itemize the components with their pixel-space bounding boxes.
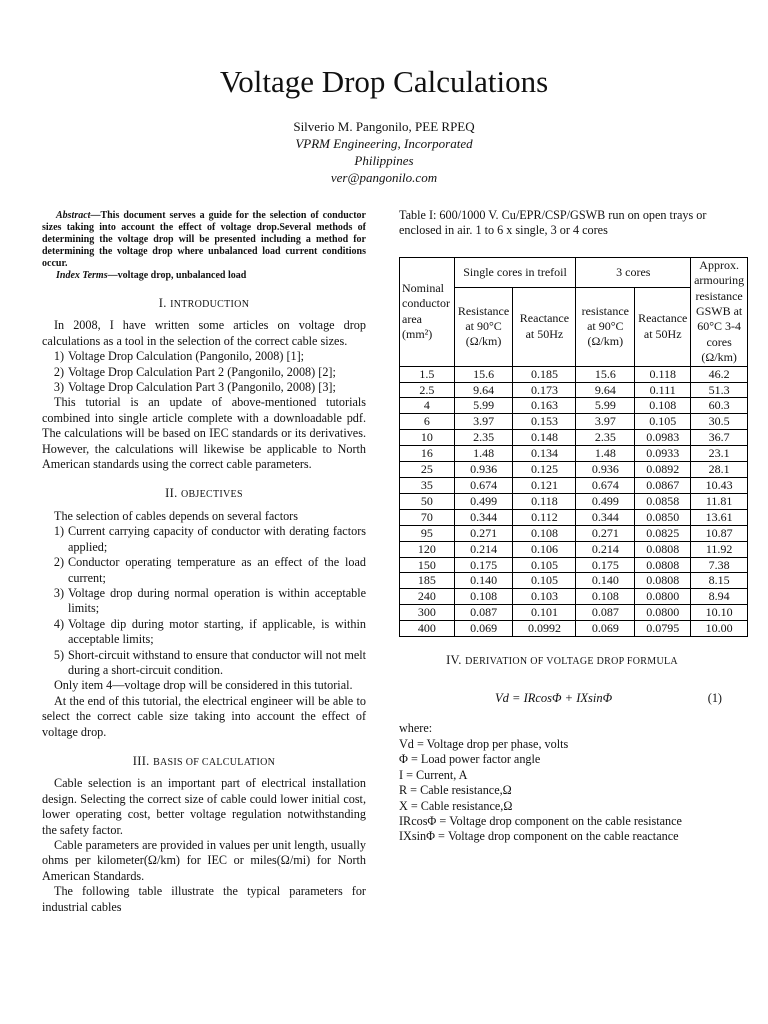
list-item: 1) Current carrying capacity of conductor with derating factors applied; [53,524,366,554]
table-cell: 2.35 [576,430,635,446]
table-cell: 0.0867 [635,478,691,494]
table-cell: 10.43 [691,478,748,494]
table-cell: 50 [400,493,455,509]
left-column [42,208,366,915]
table-row [400,557,748,573]
where-label: where: [399,721,433,736]
table-cell: 10.00 [691,621,748,637]
table-cell: 0.118 [635,366,691,382]
table-cell: 0.0850 [635,509,691,525]
table-cell: 0.101 [513,605,576,621]
table-cell: 60.3 [691,398,748,414]
table-cell: 0.175 [454,557,513,573]
table-cell: 0.0800 [635,605,691,621]
where-item: Vd = Voltage drop per phase, volts [399,736,569,751]
table-row [400,430,748,446]
abstract-text: —This document serves a guide for the selection of conductor sizes taking into account the effect of voltage drop.Several methods of determining the voltage drop will be presented including a method for determining the voltage drop where unbalanced load current conditions occur. [42,210,366,269]
table-cell: 36.7 [691,430,748,446]
paragraph: In 2008, I have written some articles on voltage drop calculations as a tool in the selection of the correct cable sizes. [42,318,366,348]
author-block [0,118,768,186]
equation-expression: Vd = IRcosΦ + IXsinΦ [495,691,613,706]
author-name: Silverio M. Pangonilo, PEE RPEQ [293,119,475,134]
table-cell: 0.105 [513,573,576,589]
table-cell: 1.5 [400,366,455,382]
list-item: 2) Conductor operating temperature as an effect of the load current; [53,555,366,585]
table-cell: 2.35 [454,430,513,446]
affiliation: VPRM Engineering, Incorporated [295,136,473,151]
table-cell: 0.344 [576,509,635,525]
table-row [400,589,748,605]
index-terms [42,270,366,282]
table-cell: 0.271 [576,525,635,541]
table-cell: 1.48 [454,446,513,462]
reference-list [42,349,366,395]
header-reactance-single: Reactance at 50Hz [513,287,576,366]
table-cell: 0.087 [576,605,635,621]
table-cell: 0.108 [454,589,513,605]
table-cell: 0.163 [513,398,576,414]
table-cell: 0.214 [454,541,513,557]
section-heading-introduction: I. INTRODUCTION [158,296,250,310]
index-terms-text: —voltage drop, unbalanced load [107,270,247,281]
table-cell: 0.499 [576,493,635,509]
index-terms-label: Index Terms [56,270,108,281]
table-cell: 0.111 [635,382,691,398]
equation [399,691,725,721]
header-resistance-three: resistance at 90°C (Ω/km) [576,287,635,366]
table-cell: 30.5 [691,414,748,430]
where-item: I = Current, A [399,767,468,782]
table-cell: 0.0808 [635,541,691,557]
table-cell: 0.499 [454,493,513,509]
table-cell: 5.99 [454,398,513,414]
list-item: 2) Voltage Drop Calculation Part 2 (Pangonilo, 2008) [2]; [53,364,336,379]
table-cell: 185 [400,573,455,589]
paragraph: The selection of cables depends on several factors [54,508,298,523]
email: ver@pangonilo.com [330,170,438,185]
table-cell: 8.15 [691,573,748,589]
country: Philippines [354,153,414,168]
equation-number: (1) [707,691,722,706]
table-row [400,414,748,430]
table-cell: 0.069 [576,621,635,637]
paragraph: Only item 4—voltage drop will be considered in this tutorial. [54,678,353,693]
table-caption: Table I: 600/1000 V. Cu/EPR/CSP/GSWB run on open trays or enclosed in air. 1 to 6 x single, 3 or 4 cores [399,208,707,238]
table-row [400,541,748,557]
paragraph: The following table illustrate the typical parameters for industrial cables [42,884,366,914]
cable-parameters-table [399,257,748,637]
table-cell: 0.173 [513,382,576,398]
list-item: 3) Voltage drop during normal operation is within acceptable limits; [53,585,366,616]
section-heading-objectives: II. OBJECTIVES [165,486,243,501]
table-cell: 15.6 [576,366,635,382]
table-cell: 2.5 [400,382,455,398]
table-cell: 6 [400,414,455,430]
header-nominal: Nominal conductor area (mm²) [400,257,455,366]
table-cell: 70 [400,509,455,525]
table-cell: 0.118 [513,493,576,509]
where-list [399,721,725,844]
table-cell: 150 [400,557,455,573]
list-item: 4) Voltage dip during motor starting, if applicable, is within acceptable limits; [53,616,366,647]
where-item: Φ = Load power factor angle [399,752,541,767]
table-cell: 0.674 [576,478,635,494]
table-cell: 11.92 [691,541,748,557]
table-cell: 0.148 [513,430,576,446]
table-row [400,478,748,494]
paragraph: Cable parameters are provided in values per unit length, usually ohms per kilometer(Ω/km) for IEC or miles(Ω/mi) for North American Standards. [42,838,366,883]
table-cell: 95 [400,525,455,541]
table-row [400,525,748,541]
where-item: R = Cable resistance,Ω [399,783,512,798]
table-cell: 51.3 [691,382,748,398]
table-row [400,366,748,382]
table-cell: 400 [400,621,455,637]
table-cell: 0.140 [454,573,513,589]
table-cell: 25 [400,462,455,478]
abstract [42,210,366,270]
paragraph: At the end of this tutorial, the electrical engineer will be able to select the correct cable size taking into account the effect of voltage drop. [42,693,366,739]
where-item: X = Cable resistance,Ω [399,798,513,813]
table-cell: 9.64 [576,382,635,398]
table-cell: 23.1 [691,446,748,462]
table-cell: 120 [400,541,455,557]
table-cell: 4 [400,398,455,414]
table-cell: 46.2 [691,366,748,382]
paragraph: This tutorial is an update of above-mentioned tutorials combined into single article complete with a downloadable pdf. The calculations will be based on IEC standards or its derivatives. However, the calculations will likewise be applicable to North American standards using the correct cable parameters. [42,395,366,472]
table-row [400,462,748,478]
table-cell: 0.271 [454,525,513,541]
table-row [400,382,748,398]
table-cell: 28.1 [691,462,748,478]
table-row [400,493,748,509]
list-item: 5) Short-circuit withstand to ensure that conductor will not melt during a short-circuit condition. [53,647,366,677]
table-cell: 0.0983 [635,430,691,446]
table-cell: 10.87 [691,525,748,541]
table-cell: 16 [400,446,455,462]
table-cell: 0.214 [576,541,635,557]
table-cell: 0.175 [576,557,635,573]
header-armouring: Approx. armouring resistance GSWB at 60°C 3-4 cores (Ω/km) [691,257,748,366]
table-cell: 11.81 [691,493,748,509]
table-cell: 0.0892 [635,462,691,478]
table-cell: 3.97 [454,414,513,430]
table-cell: 0.0992 [513,621,576,637]
table-cell: 0.0858 [635,493,691,509]
abstract-label: Abstract [56,210,91,221]
table-cell: 0.087 [454,605,513,621]
table-cell: 35 [400,478,455,494]
header-single-cores: Single cores in trefoil [454,257,576,287]
table-row [400,509,748,525]
table-cell: 0.0808 [635,573,691,589]
table-cell: 1.48 [576,446,635,462]
table-cell: 0.185 [513,366,576,382]
table-cell: 13.61 [691,509,748,525]
table-cell: 0.140 [576,573,635,589]
header-three-cores: 3 cores [576,257,691,287]
table-cell: 0.153 [513,414,576,430]
table-cell: 5.99 [576,398,635,414]
table-cell: 0.344 [454,509,513,525]
table-cell: 0.108 [576,589,635,605]
where-item: IXsinΦ = Voltage drop component on the cable reactance [399,829,679,844]
table-cell: 0.936 [454,462,513,478]
section-heading-derivation: IV. DERIVATION OF VOLTAGE DROP FORMULA [446,653,678,668]
table-cell: 0.105 [635,414,691,430]
table-body [400,366,748,636]
table-row [400,398,748,414]
table-cell: 0.0800 [635,589,691,605]
where-item: IRcosΦ = Voltage drop component on the cable resistance [399,813,682,828]
list-item: 1) Voltage Drop Calculation (Pangonilo, 2008) [1]; [53,349,305,364]
table-cell: 0.105 [513,557,576,573]
table-cell: 7.38 [691,557,748,573]
table-row [400,446,748,462]
table-cell: 0.134 [513,446,576,462]
table-row [400,605,748,621]
table-cell: 15.6 [454,366,513,382]
table-cell: 0.106 [513,541,576,557]
table-cell: 0.936 [576,462,635,478]
table-row [400,573,748,589]
table-cell: 0.108 [635,398,691,414]
table-cell: 0.108 [513,525,576,541]
table-cell: 8.94 [691,589,748,605]
list-item: 3) Voltage Drop Calculation Part 3 (Pangonilo, 2008) [3]; [53,380,336,395]
table-cell: 0.674 [454,478,513,494]
header-resistance-single: Resistance at 90°C (Ω/km) [454,287,513,366]
header-reactance-three: Reactance at 50Hz [635,287,691,366]
table-cell: 0.112 [513,509,576,525]
table-cell: 0.125 [513,462,576,478]
table-cell: 10 [400,430,455,446]
table-cell: 10.10 [691,605,748,621]
table-cell: 0.0825 [635,525,691,541]
table-row [400,621,748,637]
table-cell: 240 [400,589,455,605]
table-cell: 9.64 [454,382,513,398]
table-cell: 300 [400,605,455,621]
table-cell: 0.0795 [635,621,691,637]
paper-title: Voltage Drop Calculations [219,64,549,99]
right-column [399,208,745,845]
table-cell: 0.069 [454,621,513,637]
table-cell: 3.97 [576,414,635,430]
section-heading-basis: III. BASIS OF CALCULATION [132,753,276,768]
factor-list [42,524,366,678]
table-cell: 0.103 [513,589,576,605]
table-cell: 0.0808 [635,557,691,573]
paragraph: Cable selection is an important part of electrical installation design. Selecting the correct size of cable could lower initial cost, lower operating cost, better voltage regulation notwithstanding the safety factor. [42,776,366,837]
table-cell: 0.0933 [635,446,691,462]
table-cell: 0.121 [513,478,576,494]
